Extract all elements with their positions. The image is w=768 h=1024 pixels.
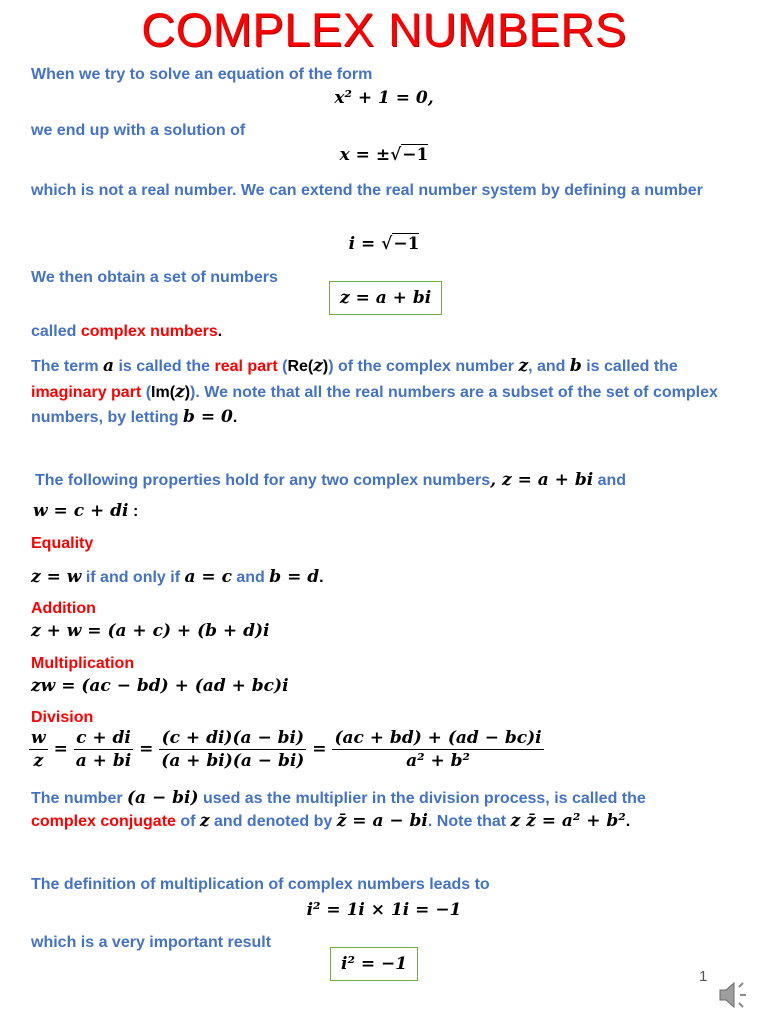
equation-solution-lhs: x = ± xyxy=(339,145,391,165)
called-text: called xyxy=(31,323,81,340)
heading-equality: Equality xyxy=(31,535,94,552)
paragraph-properties: The following properties hold for any two complex numbers, z = a + bi and xyxy=(35,470,627,490)
box-i-squared: i² = −1 xyxy=(330,947,418,981)
division-formula: $\frac{w}{z}$ = $\frac{c + di}{a + bi}$ = $\frac{(c + di)(a - bi)}{(a + bi)(a - bi)}$ = $\frac{(ac + bd) + (ad - bc)i}{\text{a² + b²}}$ xyxy=(31,728,542,771)
equation-solution: x = ±√−1 xyxy=(339,145,429,165)
heading-division: Division xyxy=(31,709,94,726)
paragraph-real-imag: The term a is called the real part (Re(z)) of the complex number z, and b is called the imaginary part (Im(z)). We note that all the real numbers are a subset of the set of complex numbers, by letting b = 0. xyxy=(31,356,718,427)
equation-i-squared: i² = 1i × 1i = −1 xyxy=(306,900,462,920)
called-period: . xyxy=(217,323,223,340)
heading-addition: Addition xyxy=(31,600,96,617)
equality-statement: z = w if and only if a = c and b = d. xyxy=(31,567,324,587)
page-number: 1 xyxy=(699,968,708,985)
equation-i-radicand: −1 xyxy=(393,234,420,254)
complex-conjugate-term: complex conjugate xyxy=(31,813,176,830)
heading-multiplication: Multiplication xyxy=(31,655,135,672)
paragraph-solution: we end up with a solution of xyxy=(31,122,246,139)
equation-solution-radicand: −1 xyxy=(402,145,429,165)
equation-i-lhs: i = xyxy=(348,234,382,254)
paragraph-intro: When we try to solve an equation of the form xyxy=(31,66,373,83)
speaker-icon[interactable] xyxy=(716,977,756,1018)
equation-i-definition: i = √−1 xyxy=(348,234,420,254)
equation-x-squared: x² + 1 = 0, xyxy=(334,88,434,108)
paragraph-multiplication-def: The definition of multiplication of complex numbers leads to xyxy=(31,876,490,893)
paragraph-set: We then obtain a set of numbers xyxy=(31,269,278,286)
imaginary-part-term: imaginary part xyxy=(31,383,142,401)
page-title: COMPLEX NUMBERS xyxy=(141,3,627,56)
box-complex-form: z = a + bi xyxy=(329,281,442,315)
real-part-term: real part xyxy=(214,358,278,375)
paragraph-extend: which is not a real number. We can extend the real number system by defining a number xyxy=(31,182,703,199)
properties-w-definition: w = c + di : xyxy=(33,501,139,521)
paragraph-conjugate: The number (a − bi) used as the multiplier in the division process, is called the complex conjugate of z and denoted by z̄ = a − bi. Note that z z̄ = a² + b². xyxy=(31,788,646,831)
addition-formula: z + w = (a + c) + (b + d)i xyxy=(31,621,270,641)
multiplication-formula: zw = (ac − bd) + (ad + bc)i xyxy=(31,676,289,696)
paragraph-called xyxy=(31,323,222,341)
paragraph-important: which is a very important result xyxy=(31,934,272,951)
complex-numbers-term: complex numbers xyxy=(80,323,218,340)
